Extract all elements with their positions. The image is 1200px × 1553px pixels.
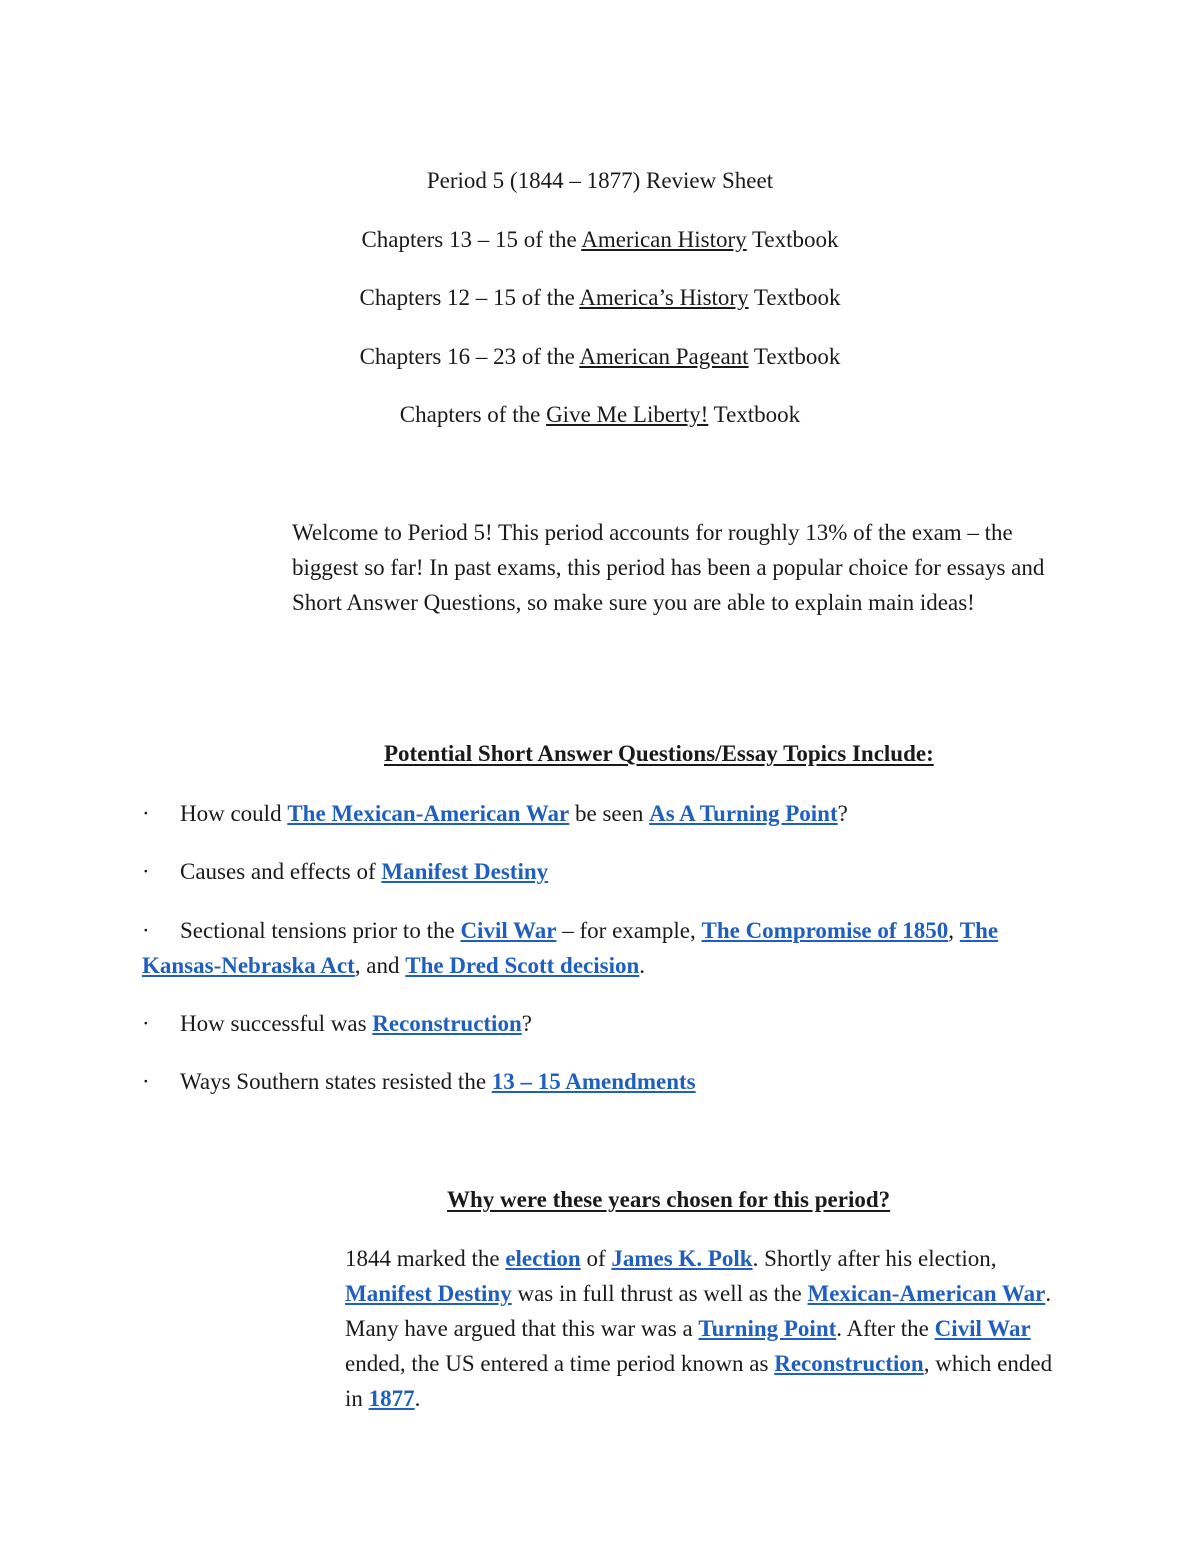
text-run: How could — [180, 801, 288, 826]
bullet-icon: · — [142, 801, 150, 826]
text-run: . — [639, 953, 646, 978]
text-run: . After the — [836, 1316, 935, 1341]
text-run: Ways Southern states resisted the — [180, 1069, 492, 1094]
topic-item-mexican-american-war — [142, 796, 1042, 831]
text-run: , which ended in — [345, 1351, 1053, 1411]
text-run: ? — [837, 801, 848, 826]
link-turning-point[interactable]: Turning Point — [698, 1316, 837, 1341]
text-run: ended, the US entered a time period known as — [345, 1351, 775, 1376]
link-manifest-destiny-2[interactable]: Manifest Destiny — [345, 1281, 512, 1306]
link-dred-scott-decision[interactable]: The Dred Scott decision — [405, 953, 640, 978]
link-james-k-polk[interactable]: James K. Polk — [611, 1246, 753, 1271]
link-reconstruction[interactable]: Reconstruction — [372, 1011, 522, 1036]
textbook-line-4 — [0, 400, 1200, 430]
topic-item-text — [142, 854, 1042, 889]
document-title — [0, 166, 1200, 196]
topics-heading-text: Potential Short Answer Questions/Essay Topics Include: — [384, 741, 934, 766]
link-as-a-turning-point[interactable]: As A Turning Point — [649, 801, 838, 826]
textbook-line-3-suffix: Textbook — [748, 344, 841, 369]
link-election[interactable]: election — [505, 1246, 581, 1271]
topic-item-manifest-destiny — [142, 854, 1042, 889]
text-run: Sectional tensions prior to the — [180, 918, 461, 943]
title-text: Period 5 (1844 – 1877) Review Sheet — [426, 168, 774, 193]
link-mexican-american-war[interactable]: The Mexican-American War — [287, 801, 570, 826]
text-run: . — [414, 1386, 421, 1411]
topic-item-text — [142, 1006, 1042, 1041]
link-kansas-nebraska-act[interactable]: The Kansas-Nebraska Act — [142, 918, 999, 978]
text-run: , and — [354, 953, 406, 978]
text-run: . Many have argued that this war was a — [345, 1281, 1052, 1341]
textbook-line-4-prefix: Chapters of the — [399, 402, 547, 427]
topic-item-text — [142, 1064, 1042, 1099]
intro-paragraph — [292, 515, 1062, 620]
text-run: be seen — [569, 801, 650, 826]
intro-text: Welcome to Period 5! This period accounts for roughly 13% of the exam – the biggest so far! In past exams, this period has been a popular choice for essays and Short Answer Questions, so make sure you are able to explain main ideas! — [292, 520, 1045, 615]
bullet-icon: · — [142, 918, 150, 943]
link-13-15-amendments[interactable]: 13 – 15 Amendments — [491, 1069, 696, 1094]
text-run: Causes and effects of — [180, 859, 382, 884]
textbook-line-1 — [0, 225, 1200, 255]
link-civil-war-2[interactable]: Civil War — [934, 1316, 1031, 1341]
textbook-line-1-suffix: Textbook — [746, 227, 839, 252]
years-paragraph — [345, 1241, 1057, 1416]
link-civil-war[interactable]: Civil War — [460, 918, 557, 943]
topic-item-reconstruction — [142, 1006, 1042, 1041]
text-run: – for example, — [556, 918, 702, 943]
text-run: , — [948, 918, 960, 943]
textbook-title-americas-history: America’s History — [579, 285, 749, 310]
textbook-title-american-history: American History — [581, 227, 747, 252]
textbook-line-1-prefix: Chapters 13 – 15 of the — [361, 227, 582, 252]
years-heading — [447, 1185, 890, 1215]
textbook-title-american-pageant: American Pageant — [579, 344, 749, 369]
textbook-line-2 — [0, 283, 1200, 313]
text-run: 1844 marked the — [345, 1246, 506, 1271]
topic-item-text — [142, 796, 1042, 831]
text-run: was in full thrust as well as the — [511, 1281, 808, 1306]
textbook-line-4-suffix: Textbook — [708, 402, 801, 427]
years-heading-text: Why were these years chosen for this period? — [447, 1187, 891, 1212]
topic-item-amendments — [142, 1064, 1042, 1099]
bullet-icon: · — [142, 859, 150, 884]
topics-heading — [384, 739, 934, 769]
textbook-line-3 — [0, 342, 1200, 372]
link-1877[interactable]: 1877 — [368, 1386, 415, 1411]
topic-item-text — [142, 913, 1022, 983]
link-reconstruction-2[interactable]: Reconstruction — [774, 1351, 924, 1376]
textbook-title-give-me-liberty: Give Me Liberty! — [546, 402, 709, 427]
textbook-line-2-prefix: Chapters 12 – 15 of the — [359, 285, 580, 310]
link-mexican-american-war-2[interactable]: Mexican-American War — [807, 1281, 1046, 1306]
text-run: . Shortly after his election, — [752, 1246, 997, 1271]
text-run: of — [580, 1246, 612, 1271]
bullet-icon: · — [142, 1069, 150, 1094]
text-run: How successful was — [180, 1011, 373, 1036]
topic-item-sectional-tensions — [142, 913, 1022, 983]
link-compromise-of-1850[interactable]: The Compromise of 1850 — [701, 918, 949, 943]
link-manifest-destiny[interactable]: Manifest Destiny — [381, 859, 549, 884]
textbook-line-3-prefix: Chapters 16 – 23 of the — [359, 344, 580, 369]
text-run: ? — [521, 1011, 532, 1036]
textbook-line-2-suffix: Textbook — [748, 285, 841, 310]
bullet-icon: · — [142, 1011, 150, 1036]
